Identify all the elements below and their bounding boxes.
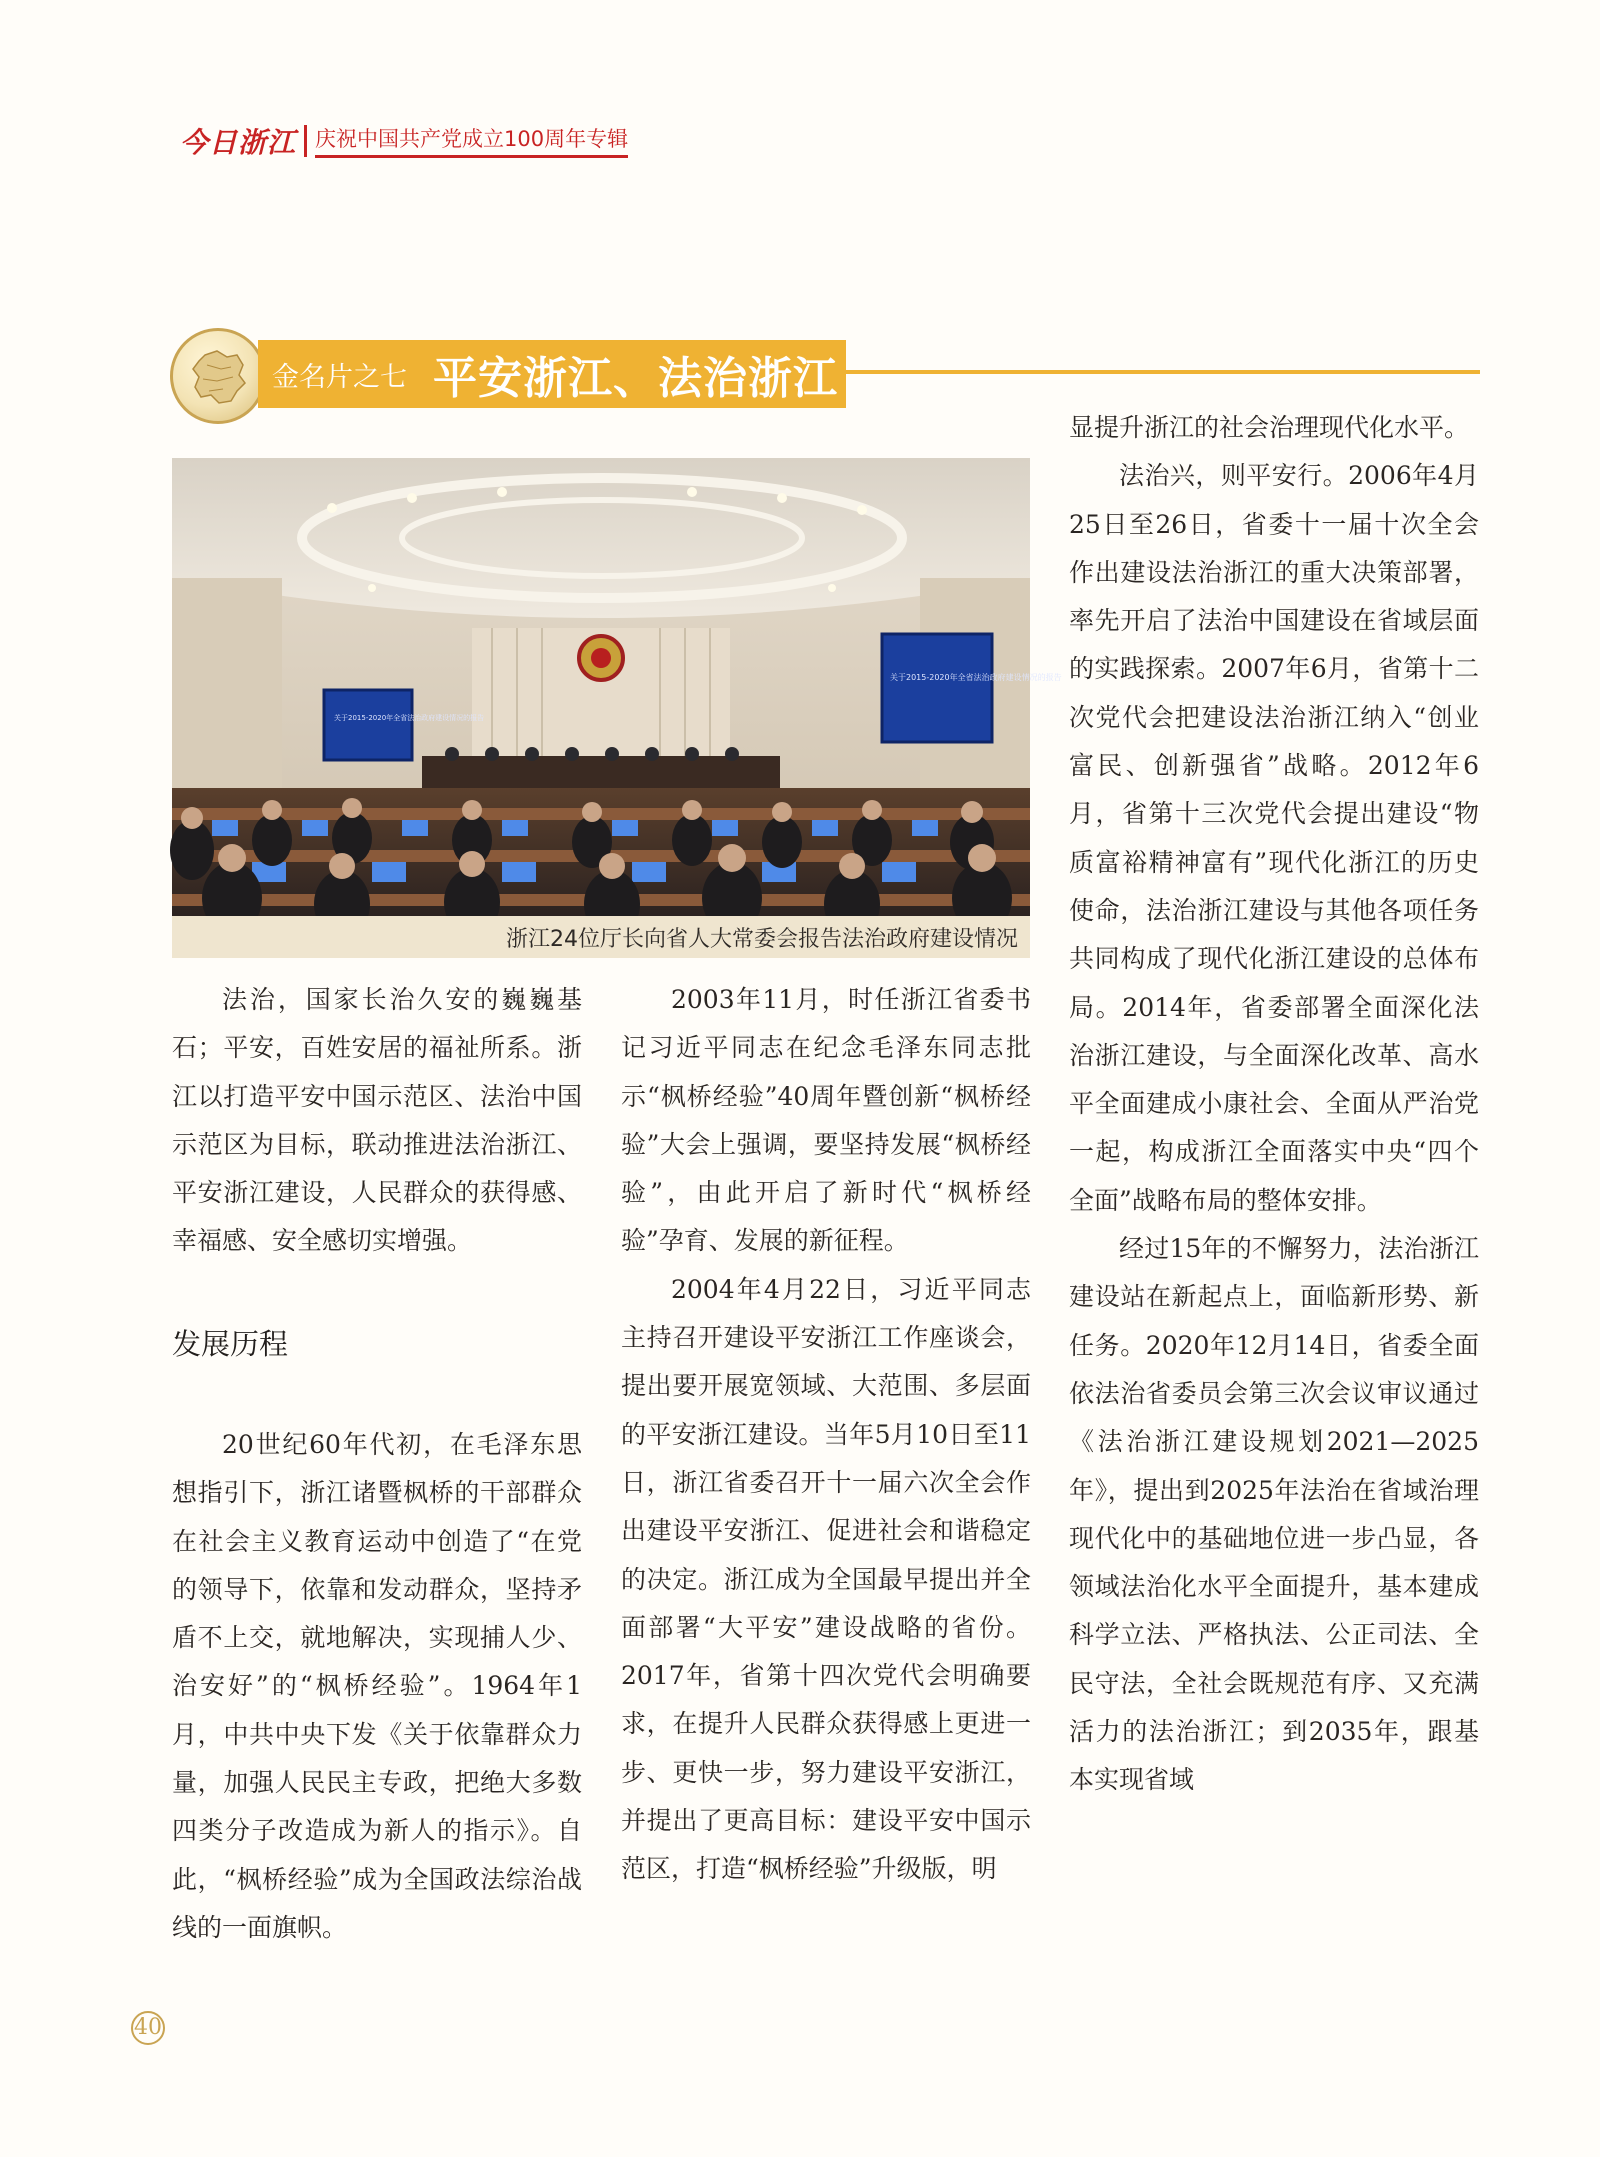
continued-paragraph: 显提升浙江的社会治理现代化水平。 [1069,413,1470,442]
photo-caption: 浙江24位厅长向省人大常委会报告法治政府建设情况 [506,927,1018,952]
section-banner [258,340,846,408]
magazine-logo: 今日浙江 [180,126,297,159]
column-3 [1069,404,1479,1805]
section-heading: 发展历程 [172,1327,289,1361]
rule-of-law-paragraph: 法治兴，则平安行。2006年4月25日至26日，省委十一届十次全会作出建设法治浙江的重大决策部署，率先开启了法治中国建设在省域层面的实践探索。2007年6月，省第十二次党代会把建设法治浙江纳入“创业富民、创新强省”战略。2012年6月，省第十三次党代会提出建设“物质富裕精神富有”现代化浙江的历史使命，法治浙江建设与其他各项任务共同构成了现代化浙江建设的总体布局。2014年，省委部署全面深化法治浙江建设，与全面深化改革、高水平全面建成小康社会、全面从严治党一起，构成浙江全面落实中央“四个全面”战略布局的整体安排。 [1069,461,1479,1215]
progress-paragraph: 经过15年的不懈努力，法治浙江建设站在新起点上，面临新形势、新任务。2020年12月14日，省委全面依法治省委员会第三次会议审议通过《法治浙江建设规划2021—2025年》，提出到2025年法治在省域治理现代化中的基础地位进一步凸显，各领域法治化水平全面提升，基本建成科学立法、严格执法、公正司法、全民守法，全社会既规范有序、又充满活力的法治浙江；到2035年，跟基本实现省域 [1069,1234,1479,1795]
meeting-photo [172,458,1062,916]
header-subtitle: 庆祝中国共产党成立100周年专辑 [315,124,628,158]
header-divider [304,125,307,157]
intro-paragraph: 法治，国家长治久安的巍巍基石；平安，百姓安居的福祉所系。浙江以打造平安中国示范区、法治中国示范区为目标，联动推进法治浙江、平安浙江建设，人民群众的获得感、幸福感、安全感切实增强。 [172,985,582,1256]
magazine-header [180,124,628,158]
zhejiang-map-medal-icon [170,328,266,424]
section-label: 金名片之七 [272,361,407,393]
history-paragraph-3: 2004年4月22日，习近平同志主持召开建设平安浙江工作座谈会，提出要开展宽领域、大范围、多层面的平安浙江建设。当年5月10日至11日，浙江省委召开十一届六次全会作出建设平安浙江、促进社会和谐稳定的决定。浙江成为全国最早提出并全面部署“大平安”建设战略的省份。2017年，省第十四次党代会明确要求，在提升人民群众获得感上更进一步、更快一步，努力建设平安浙江，并提出了更高目标：建设平安中国示范区，打造“枫桥经验”升级版，明 [621,1274,1031,1884]
column-1-history [172,1421,582,1952]
section-heading-block [172,1322,288,1363]
right-screen-text: 关于2015-2020年全省法治政府建设情况的报告 [890,673,1062,682]
column-1-intro [172,976,582,1266]
left-screen-text: 关于2015-2020年全省法治政府建设情况的报告 [334,714,485,722]
history-paragraph-1: 20世纪60年代初，在毛泽东思想指引下，浙江诸暨枫桥的干部群众在社会主义教育运动中创造了“在党的领导下，依靠和发动群众，坚持矛盾不上交，就地解决，实现捕人少、治安好”的“枫桥经验”。1964年1月，中共中央下发《关于依靠群众力量，加强人民民主专政，把绝大多数四类分子改造成为新人的指示》。自此，“枫桥经验”成为全国政法综治战线的一面旗帜。 [172,1430,582,1942]
history-paragraph-2: 2003年11月，时任浙江省委书记习近平同志在纪念毛泽东同志批示“枫桥经验”40周年暨创新“枫桥经验”大会上强调，要坚持发展“枫桥经验”，由此开启了新时代“枫桥经验”孕育、发展的新征程。 [621,985,1031,1256]
column-2 [621,976,1031,1894]
section-title: 平安浙江、法治浙江 [433,353,838,404]
page-number: 40 [131,2011,165,2045]
photo-caption-bar [172,916,1030,958]
banner-rule [846,370,1480,374]
